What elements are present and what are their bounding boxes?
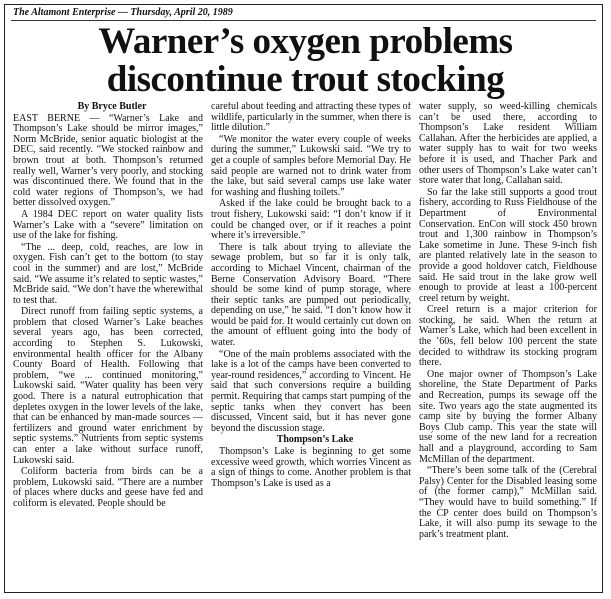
- paragraph: “There’s been some talk of the (Cerebral Palsy) Center for the Disabled leasing some of (the former camp),” McMillan said. “They would have to build something.” If the CP center does build on Thompson’s Lake, it will also pump its sewage to the park’s treatment plant.: [419, 465, 597, 540]
- article-column-3: [419, 102, 597, 588]
- paragraph: There is talk about trying to alleviate the sewage problem, but so far it is only talk, according to Michael Vincent, chairman of the Berne Conservation Advisory Board. “There should be some kind of pump storage, where their septic tanks are pumped out periodically, depending on use,” he said. “I don’t know how it would be paid for. It would certainly cut down on the amount of effluent going into the body of water.: [211, 241, 411, 349]
- paragraph: So far the lake still supports a good trout fishery, according to Russ Fieldhouse of the Department of Environmental Conservation. EnCon will stock 450 brown trout and 1,300 rainbow in Thompson’s Lake sometime in June. These 9-inch fish are planted relatively late in the season to provide a good holdover catch, Fieldhouse said. He said trout in the lake grow well enough to provide at least a 100-percent creel return by weight.: [419, 186, 597, 304]
- article-column-1: [13, 102, 203, 588]
- paragraph: water supply, so weed-killing chemicals can’t be used there, according to Thompson’s Lake resident William Callahan. After the herbicides are applied, a water supply has to wait for two weeks before it is used, and Thacher Park and other users of Thompson’s Lake water can’t store water that long, Callahan said.: [419, 102, 597, 187]
- paragraph: careful about feeding and attracting these types of wildlife, particularly in the summer, when there is little dilution.”: [211, 102, 411, 134]
- paragraph: “One of the main problems associated with the lake is a lot of the camps have been converted to year-round residences,” according to Vincent. He said that such conversions require a building permit. Requiring that camps start pumping of the septic tanks when they convert has been discussed, Vincent said, but it has never gone beyond the discussion stage.: [211, 348, 411, 434]
- paragraph: “The ... deep, cold, reaches, are low in oxygen. Fish can’t get to the bottom (to stay cool in the summer) and are lost,” McBride said. “We assume it’s related to septic wastes,” McBride said. “We don’t have the wherewithal to test that.: [13, 241, 203, 306]
- paragraph: A 1984 DEC report on water quality lists Warner’s Lake with a “severe” limitation on use of the lake for fishing.: [13, 208, 203, 242]
- paragraph: Coliform bacteria from birds can be a problem, Lukowski said. “There are a number of places where ducks and geese have fed and coliform is elevated. People should be: [13, 466, 203, 509]
- paragraph: “We monitor the water every couple of weeks during the summer,” Lukowski said. “We try to get a couple of samples before Memorial Day. He said people are warned not to drink water from the lake, but said several camps use lake water for washing and flushing toilets.”: [211, 133, 411, 198]
- article-column-2: [211, 102, 411, 588]
- paragraph: Asked if the lake could be brought back to a trout fishery, Lukowski said: “I don’t know if it could be changed over, or if it reaches a point where it’s irreversible.”: [211, 198, 411, 242]
- dateline: The Altamont Enterprise — Thursday, April 20, 1989: [13, 7, 233, 18]
- newspaper-clipping: [4, 4, 603, 593]
- paragraph: Thompson’s Lake is beginning to get some excessive weed growth, which worries Vincent as a sign of things to come. Another problem is that Thompson’s Lake is used as a: [211, 446, 411, 489]
- subheading: Thompson’s Lake: [276, 434, 354, 446]
- paragraph: Creel return is a major criterion for stocking, he said. When the return at Warner’s Lake, which had been excellent in the ’60s, fell below 100 percent the state decided to withdraw its stocking program there.: [419, 304, 597, 369]
- byline: By Bryce Butler: [77, 102, 147, 112]
- paragraph: One major owner of Thompson’s Lake shoreline, the State Department of Parks and Recreation, pumps its sewage off the site. Two years ago the state augmented its camp site by buying the former Albany Boys Club camp. This year the state will use some of the new land for a recreation hall and a playground, according to Sam McMillan of the department.: [419, 368, 597, 465]
- headline: Warner’s oxygen problems discontinue trout stocking: [98, 21, 513, 100]
- paragraph: Direct runoff from failing septic systems, a problem that closed Warner’s Lake beaches several years ago, has been corrected, according to Stephen S. Lukowski, environmental health officer for the Albany County Board of Health. Following that problem, “we ... continued monitoring,” Lukowski said. “Water quality has been very good. There is a natural eutrophication that depletes oxygen in the lower levels of the lake, that can be enhanced by man-made sources — fertilizers and ground water enrichment by septic systems.” Nutrients from septic systems can enter a lake without surface runoff, Lukowski said.: [13, 306, 203, 466]
- paragraph: EAST BERNE — “Warner’s Lake and Thompson’s Lake should be mirror images,” Norm McBride, senior aquatic biologist at the DEC, said recently. “We stocked rainbow and brown trout at both. Thompson’s returned really well, Warner’s very poorly, and stocking was discontinued there. We found that in the cold water regions of Thompson’s, we had better dissolved oxygen.”: [13, 112, 203, 209]
